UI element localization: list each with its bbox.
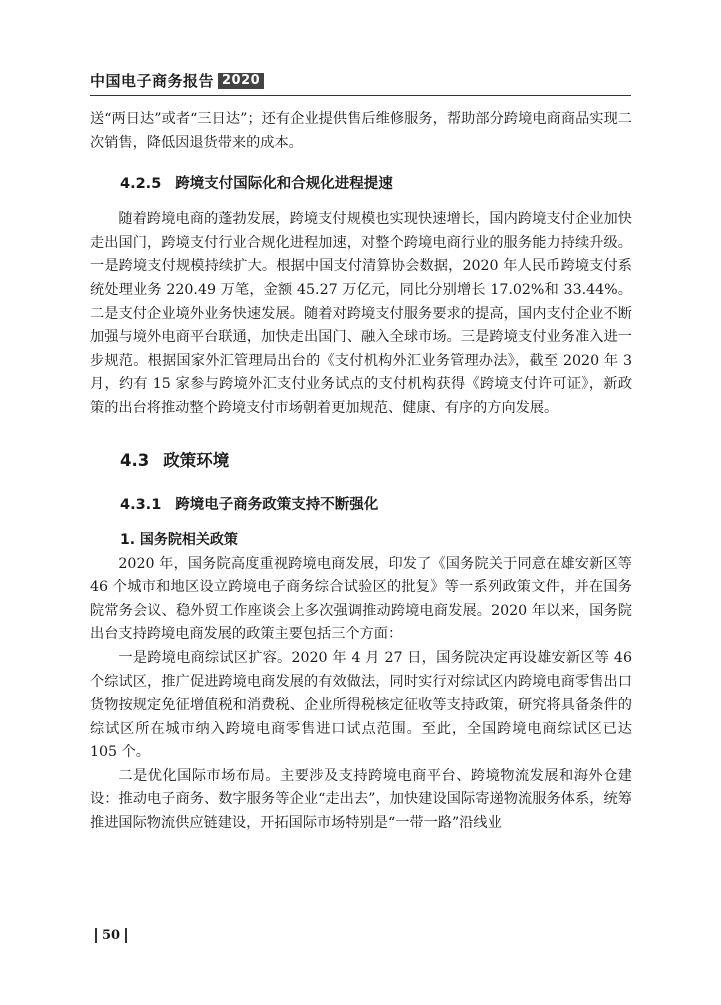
- section-heading-4-3-1: [120, 493, 632, 514]
- footer-bar-left: [95, 928, 97, 943]
- paragraph: 随着跨境电商的蓬勃发展，跨境支付规模也实现快速增长，国内跨境支付企业加快走出国门，跨境支付行业合规化进程加速，对整个跨境电商行业的服务能力持续升级。一是跨境支付规模持续扩大。根据中国支付清算协会数据，2020 年人民币跨境支付系统处理业务 220.49 万笔，金额 45.27 万亿元，同比分别增长 17.02%和 33.44%。二是支付企业境外业务快速发展。随着对跨境支付服务要求的提高，国内支付企业不断加强与境外电商平台联通，加快走出国门、融入全球市场。三是跨境支付业务准入进一步规范。根据国家外汇管理局出台的《支付机构外汇业务管理办法》，截至 2020 年 3 月，约有 15 家参与跨境外汇支付业务试点的支付机构获得《跨境支付许可证》，新政策的出台将推动整个跨境支付市场朝着更加规范、健康、有序的方向发展。: [90, 211, 632, 416]
- page-body: [90, 108, 632, 836]
- section-number: 4.3: [120, 450, 150, 470]
- section-number: 4.2.5: [120, 176, 162, 193]
- page-number: 50: [102, 928, 121, 943]
- subheading: 1. 国务院相关政策: [120, 531, 238, 548]
- header-divider: [90, 95, 631, 96]
- section-title: 跨境电子商务政策支持不断强化: [175, 496, 379, 513]
- section-heading-4-2-5: [120, 172, 632, 193]
- page-footer: [90, 928, 132, 943]
- paragraph: 二是优化国际市场布局。主要涉及支持跨境电商平台、跨境物流发展和海外仓建设：推动电子商务、数字服务等企业“走出去”，加快建设国际寄递物流服务体系，统筹推进国际物流供应链建设，开拓国际市场特别是“一带一路”沿线业: [90, 767, 632, 832]
- section-title: 跨境支付国际化和合规化进程提速: [175, 176, 393, 193]
- section-title: 政策环境: [163, 450, 230, 470]
- report-year-badge: 2020: [218, 73, 264, 89]
- section-heading-4-3: [120, 447, 632, 471]
- section-number: 4.3.1: [120, 496, 162, 513]
- running-header: [90, 70, 264, 91]
- paragraph: 2020 年，国务院高度重视跨境电商发展，印发了《国务院关于同意在雄安新区等 46 个城市和地区设立跨境电子商务综合试验区的批复》等一系列政策文件，并在国务院常务会议、稳外贸工作座谈会上多次强调推动跨境电商发展。2020 年以来，国务院出台支持跨境电商发展的政策主要包括三个方面：: [90, 555, 632, 643]
- paragraph-continued: 送“两日达”或者“三日达”；还有企业提供售后维修服务，帮助部分跨境电商商品实现二次销售，降低因退货带来的成本。: [90, 111, 632, 151]
- footer-bar-right: [125, 928, 127, 943]
- paragraph: 一是跨境电商综试区扩容。2020 年 4 月 27 日，国务院决定再设雄安新区等 46 个综试区，推广促进跨境电商发展的有效做法，同时实行对综试区内跨境电商零售出口货物按规定免征增值税和消费税、企业所得税核定征收等支持政策，研究将具备条件的综试区所在城市纳入跨境电商零售进口试点范围。至此，全国跨境电商综试区已达 105 个。: [90, 649, 632, 761]
- report-title: 中国电子商务报告: [90, 72, 215, 90]
